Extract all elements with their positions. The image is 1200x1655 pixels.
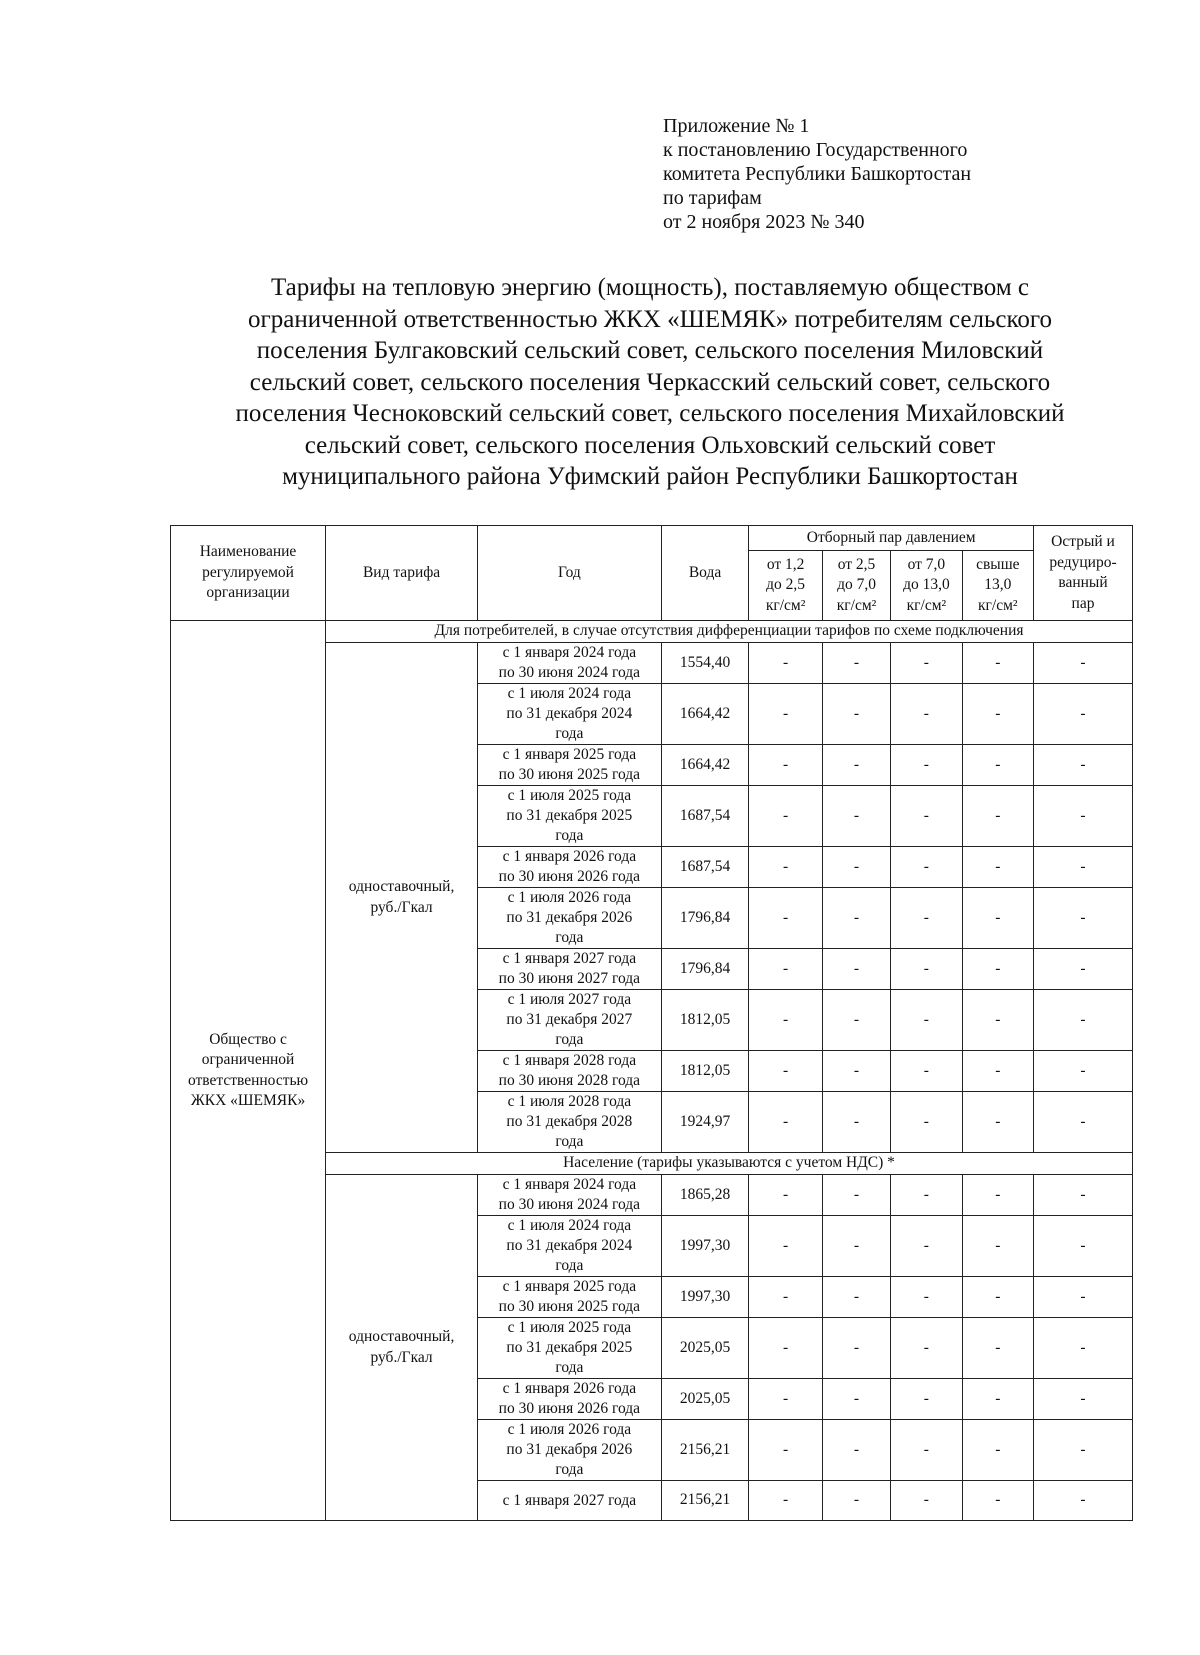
period-line: по 30 июня 2027 года <box>498 970 641 987</box>
dash-cell: - <box>749 745 822 786</box>
title-line: муниципального района Уфимский район Республики Башкортостан <box>282 463 1018 490</box>
period-line: по 30 июня 2026 года <box>498 1400 641 1417</box>
org-name-line: Общество с <box>209 1030 287 1048</box>
table-header <box>171 526 1133 621</box>
period-line: по 31 декабря 2025 <box>506 807 633 824</box>
dash-cell: - <box>962 786 1033 847</box>
water-value-cell: 1687,54 <box>661 786 749 847</box>
period-line: с 1 января 2025 года <box>502 1278 637 1295</box>
water-value-cell: 1554,40 <box>661 643 749 684</box>
header-steam-col: от 1,2 до 2,5 кг/см² <box>749 551 822 621</box>
period-cell <box>478 745 662 786</box>
period-line: по 30 июня 2026 года <box>498 868 641 885</box>
header-org: Наименование регулируемой организации <box>171 526 326 621</box>
dash-cell: - <box>1034 990 1133 1051</box>
dash-cell: - <box>822 990 890 1051</box>
period-line: по 31 декабря 2027 <box>506 1011 633 1028</box>
dash-cell: - <box>822 1379 890 1420</box>
dash-cell: - <box>749 1318 822 1379</box>
dash-cell: - <box>962 1379 1033 1420</box>
dash-cell: - <box>822 1277 890 1318</box>
dash-cell: - <box>891 1051 962 1092</box>
period-line: с 1 июля 2026 года <box>507 889 632 906</box>
dash-cell: - <box>1034 1420 1133 1481</box>
dash-cell: - <box>891 990 962 1051</box>
dash-cell: - <box>1034 745 1133 786</box>
appendix-block <box>663 114 971 234</box>
dash-cell: - <box>822 684 890 745</box>
water-value-cell: 1687,54 <box>661 847 749 888</box>
period-line: по 31 декабря 2026 <box>506 1441 633 1458</box>
dash-cell: - <box>749 1092 822 1153</box>
period-cell <box>478 1420 662 1481</box>
dash-cell: - <box>962 888 1033 949</box>
dash-cell: - <box>1034 888 1133 949</box>
appendix-line: от 2 ноября 2023 № 340 <box>663 211 865 233</box>
period-line: по 31 декабря 2026 <box>506 909 633 926</box>
tariff-kind-line: одноставочный, <box>348 1328 455 1345</box>
period-line: с 1 июля 2027 года <box>507 991 632 1008</box>
water-value-cell: 1997,30 <box>661 1277 749 1318</box>
dash-cell: - <box>891 684 962 745</box>
period-cell <box>478 990 662 1051</box>
period-cell <box>478 786 662 847</box>
water-value-cell: 1796,84 <box>661 949 749 990</box>
period-line: по 30 июня 2024 года <box>498 1196 641 1213</box>
dash-cell: - <box>962 1481 1033 1521</box>
period-line: года <box>555 1133 584 1150</box>
dash-cell: - <box>822 786 890 847</box>
period-line: по 30 июня 2028 года <box>498 1072 641 1089</box>
period-cell <box>478 1092 662 1153</box>
period-line: года <box>555 827 584 844</box>
dash-cell: - <box>749 1216 822 1277</box>
dash-cell: - <box>749 786 822 847</box>
dash-cell: - <box>749 643 822 684</box>
dash-cell: - <box>1034 1175 1133 1216</box>
water-value-cell: 1796,84 <box>661 888 749 949</box>
dash-cell: - <box>822 1051 890 1092</box>
dash-cell: - <box>1034 1277 1133 1318</box>
period-line: с 1 июля 2026 года <box>507 1421 632 1438</box>
dash-cell: - <box>891 1175 962 1216</box>
dash-cell: - <box>749 1481 822 1521</box>
period-line: года <box>555 1031 584 1048</box>
period-line: по 31 декабря 2025 <box>506 1339 633 1356</box>
dash-cell: - <box>1034 643 1133 684</box>
tariff-kind-cell <box>326 1175 478 1521</box>
water-value-cell: 2025,05 <box>661 1318 749 1379</box>
water-value-cell: 2025,05 <box>661 1379 749 1420</box>
dash-cell: - <box>891 1379 962 1420</box>
dash-cell: - <box>1034 1092 1133 1153</box>
section-title: Для потребителей, в случае отсутствия дифференциации тарифов по схеме подключения <box>326 621 1133 643</box>
header-year: Год <box>478 526 662 621</box>
dash-cell: - <box>962 949 1033 990</box>
dash-cell: - <box>962 1216 1033 1277</box>
period-line: с 1 января 2025 года <box>502 746 637 763</box>
org-name-line: ответственностью <box>187 1071 309 1089</box>
period-line: по 30 июня 2025 года <box>498 766 641 783</box>
period-cell <box>478 1481 662 1521</box>
dash-cell: - <box>822 1175 890 1216</box>
dash-cell: - <box>962 1092 1033 1153</box>
dash-cell: - <box>1034 684 1133 745</box>
header-steam-group: Отборный пар давлением <box>749 526 1034 551</box>
dash-cell: - <box>822 1318 890 1379</box>
dash-cell: - <box>749 1277 822 1318</box>
title-line: сельский совет, сельского поселения Черкасский сельский совет, сельского <box>249 368 1051 396</box>
period-line: по 30 июня 2025 года <box>498 1298 641 1315</box>
water-value-cell: 1664,42 <box>661 684 749 745</box>
dash-cell: - <box>962 684 1033 745</box>
period-line: по 31 декабря 2024 <box>506 1237 633 1254</box>
dash-cell: - <box>891 949 962 990</box>
dash-cell: - <box>822 643 890 684</box>
document-title <box>150 272 1150 493</box>
period-line: с 1 июля 2028 года <box>507 1093 632 1110</box>
tariff-kind-line: руб./Гкал <box>370 898 433 916</box>
tariff-table <box>170 525 1133 1521</box>
water-value-cell: 1865,28 <box>661 1175 749 1216</box>
period-line: с 1 января 2024 года <box>502 644 637 661</box>
dash-cell: - <box>1034 1318 1133 1379</box>
period-line: года <box>555 725 584 742</box>
tariff-kind-cell <box>326 643 478 1153</box>
water-value-cell: 2156,21 <box>661 1420 749 1481</box>
dash-cell: - <box>962 1175 1033 1216</box>
dash-cell: - <box>749 684 822 745</box>
period-line: года <box>555 1461 584 1478</box>
dash-cell: - <box>749 888 822 949</box>
period-line: с 1 января 2027 года <box>502 950 637 967</box>
period-line: по 30 июня 2024 года <box>498 664 641 681</box>
title-line: поселения Чесноковский сельский совет, сельского поселения Михайловский <box>235 400 1065 427</box>
org-name-cell <box>171 621 326 1521</box>
dash-cell: - <box>962 847 1033 888</box>
period-cell <box>478 1051 662 1092</box>
dash-cell: - <box>962 745 1033 786</box>
dash-cell: - <box>822 949 890 990</box>
period-cell <box>478 1175 662 1216</box>
dash-cell: - <box>822 1216 890 1277</box>
header-sharp-steam: Острый и редуциро- ванный пар <box>1034 526 1133 621</box>
appendix-line: комитета Республики Башкортостан <box>663 163 972 185</box>
dash-cell: - <box>822 1481 890 1521</box>
title-line: поселения Булгаковский сельский совет, сельского поселения Миловский <box>256 337 1044 364</box>
period-cell <box>478 888 662 949</box>
dash-cell: - <box>822 847 890 888</box>
dash-cell: - <box>962 1051 1033 1092</box>
water-value-cell: 1664,42 <box>661 745 749 786</box>
dash-cell: - <box>891 1481 962 1521</box>
dash-cell: - <box>749 1420 822 1481</box>
dash-cell: - <box>822 745 890 786</box>
period-cell <box>478 1379 662 1420</box>
period-cell <box>478 949 662 990</box>
dash-cell: - <box>749 1051 822 1092</box>
header-steam-col: от 7,0 до 13,0 кг/см² <box>891 551 962 621</box>
dash-cell: - <box>749 1379 822 1420</box>
title-line: ограниченной ответственностью ЖКХ «ШЕМЯК» потребителям сельского <box>248 305 1052 333</box>
water-value-cell: 1924,97 <box>661 1092 749 1153</box>
dash-cell: - <box>749 949 822 990</box>
period-line: года <box>555 1359 584 1376</box>
dash-cell: - <box>962 1277 1033 1318</box>
org-name-line: ЖКХ «ШЕМЯК» <box>190 1092 306 1109</box>
period-cell <box>478 684 662 745</box>
dash-cell: - <box>891 1092 962 1153</box>
tariff-kind-line: руб./Гкал <box>370 1348 433 1366</box>
period-line: с 1 января 2026 года <box>502 848 637 865</box>
dash-cell: - <box>822 1420 890 1481</box>
dash-cell: - <box>962 990 1033 1051</box>
dash-cell: - <box>891 745 962 786</box>
dash-cell: - <box>891 888 962 949</box>
period-line: с 1 января 2027 года <box>502 1491 637 1509</box>
org-name-line: ограниченной <box>201 1051 295 1068</box>
dash-cell: - <box>891 847 962 888</box>
period-cell <box>478 847 662 888</box>
dash-cell: - <box>962 1318 1033 1379</box>
dash-cell: - <box>822 888 890 949</box>
water-value-cell: 2156,21 <box>661 1481 749 1521</box>
dash-cell: - <box>891 1318 962 1379</box>
dash-cell: - <box>1034 1216 1133 1277</box>
appendix-line: по тарифам <box>663 187 762 209</box>
title-line: сельский совет, сельского поселения Ольховский сельский совет <box>304 431 996 459</box>
dash-cell: - <box>962 1420 1033 1481</box>
period-cell <box>478 1318 662 1379</box>
water-value-cell: 1997,30 <box>661 1216 749 1277</box>
period-line: года <box>555 929 584 946</box>
appendix-line: к постановлению Государственного <box>663 139 968 161</box>
period-line: с 1 июля 2025 года <box>507 1319 632 1336</box>
period-line: по 31 декабря 2028 <box>506 1113 633 1130</box>
dash-cell: - <box>749 1175 822 1216</box>
dash-cell: - <box>1034 1379 1133 1420</box>
water-value-cell: 1812,05 <box>661 990 749 1051</box>
dash-cell: - <box>1034 847 1133 888</box>
tariff-kind-line: одноставочный, <box>348 878 455 895</box>
dash-cell: - <box>1034 786 1133 847</box>
header-kind: Вид тарифа <box>326 526 478 621</box>
period-line: с 1 января 2028 года <box>502 1052 637 1069</box>
table-body <box>171 621 1133 1521</box>
appendix-line: Приложение № 1 <box>663 115 810 137</box>
period-line: года <box>555 1257 584 1274</box>
title-line: Тарифы на тепловую энергию (мощность), поставляемую обществом с <box>270 274 1029 301</box>
section-title: Население (тарифы указываются с учетом НДС) * <box>326 1153 1133 1175</box>
dash-cell: - <box>749 847 822 888</box>
header-steam-col: от 2,5 до 7,0 кг/см² <box>822 551 890 621</box>
period-line: с 1 июля 2025 года <box>507 787 632 804</box>
water-value-cell: 1812,05 <box>661 1051 749 1092</box>
dash-cell: - <box>1034 949 1133 990</box>
period-cell <box>478 643 662 684</box>
header-water: Вода <box>661 526 749 621</box>
period-line: с 1 января 2024 года <box>502 1176 637 1193</box>
dash-cell: - <box>891 1216 962 1277</box>
dash-cell: - <box>891 786 962 847</box>
dash-cell: - <box>891 1277 962 1318</box>
section-row <box>171 621 1133 643</box>
period-cell <box>478 1277 662 1318</box>
dash-cell: - <box>1034 1051 1133 1092</box>
dash-cell: - <box>962 643 1033 684</box>
header-steam-col: свыше 13,0 кг/см² <box>962 551 1033 621</box>
dash-cell: - <box>749 990 822 1051</box>
dash-cell: - <box>891 643 962 684</box>
period-cell <box>478 1216 662 1277</box>
dash-cell: - <box>822 1092 890 1153</box>
period-line: с 1 января 2026 года <box>502 1380 637 1397</box>
period-line: с 1 июля 2024 года <box>507 1217 632 1234</box>
period-line: с 1 июля 2024 года <box>507 685 632 702</box>
dash-cell: - <box>891 1420 962 1481</box>
dash-cell: - <box>1034 1481 1133 1521</box>
period-line: по 31 декабря 2024 <box>506 705 633 722</box>
